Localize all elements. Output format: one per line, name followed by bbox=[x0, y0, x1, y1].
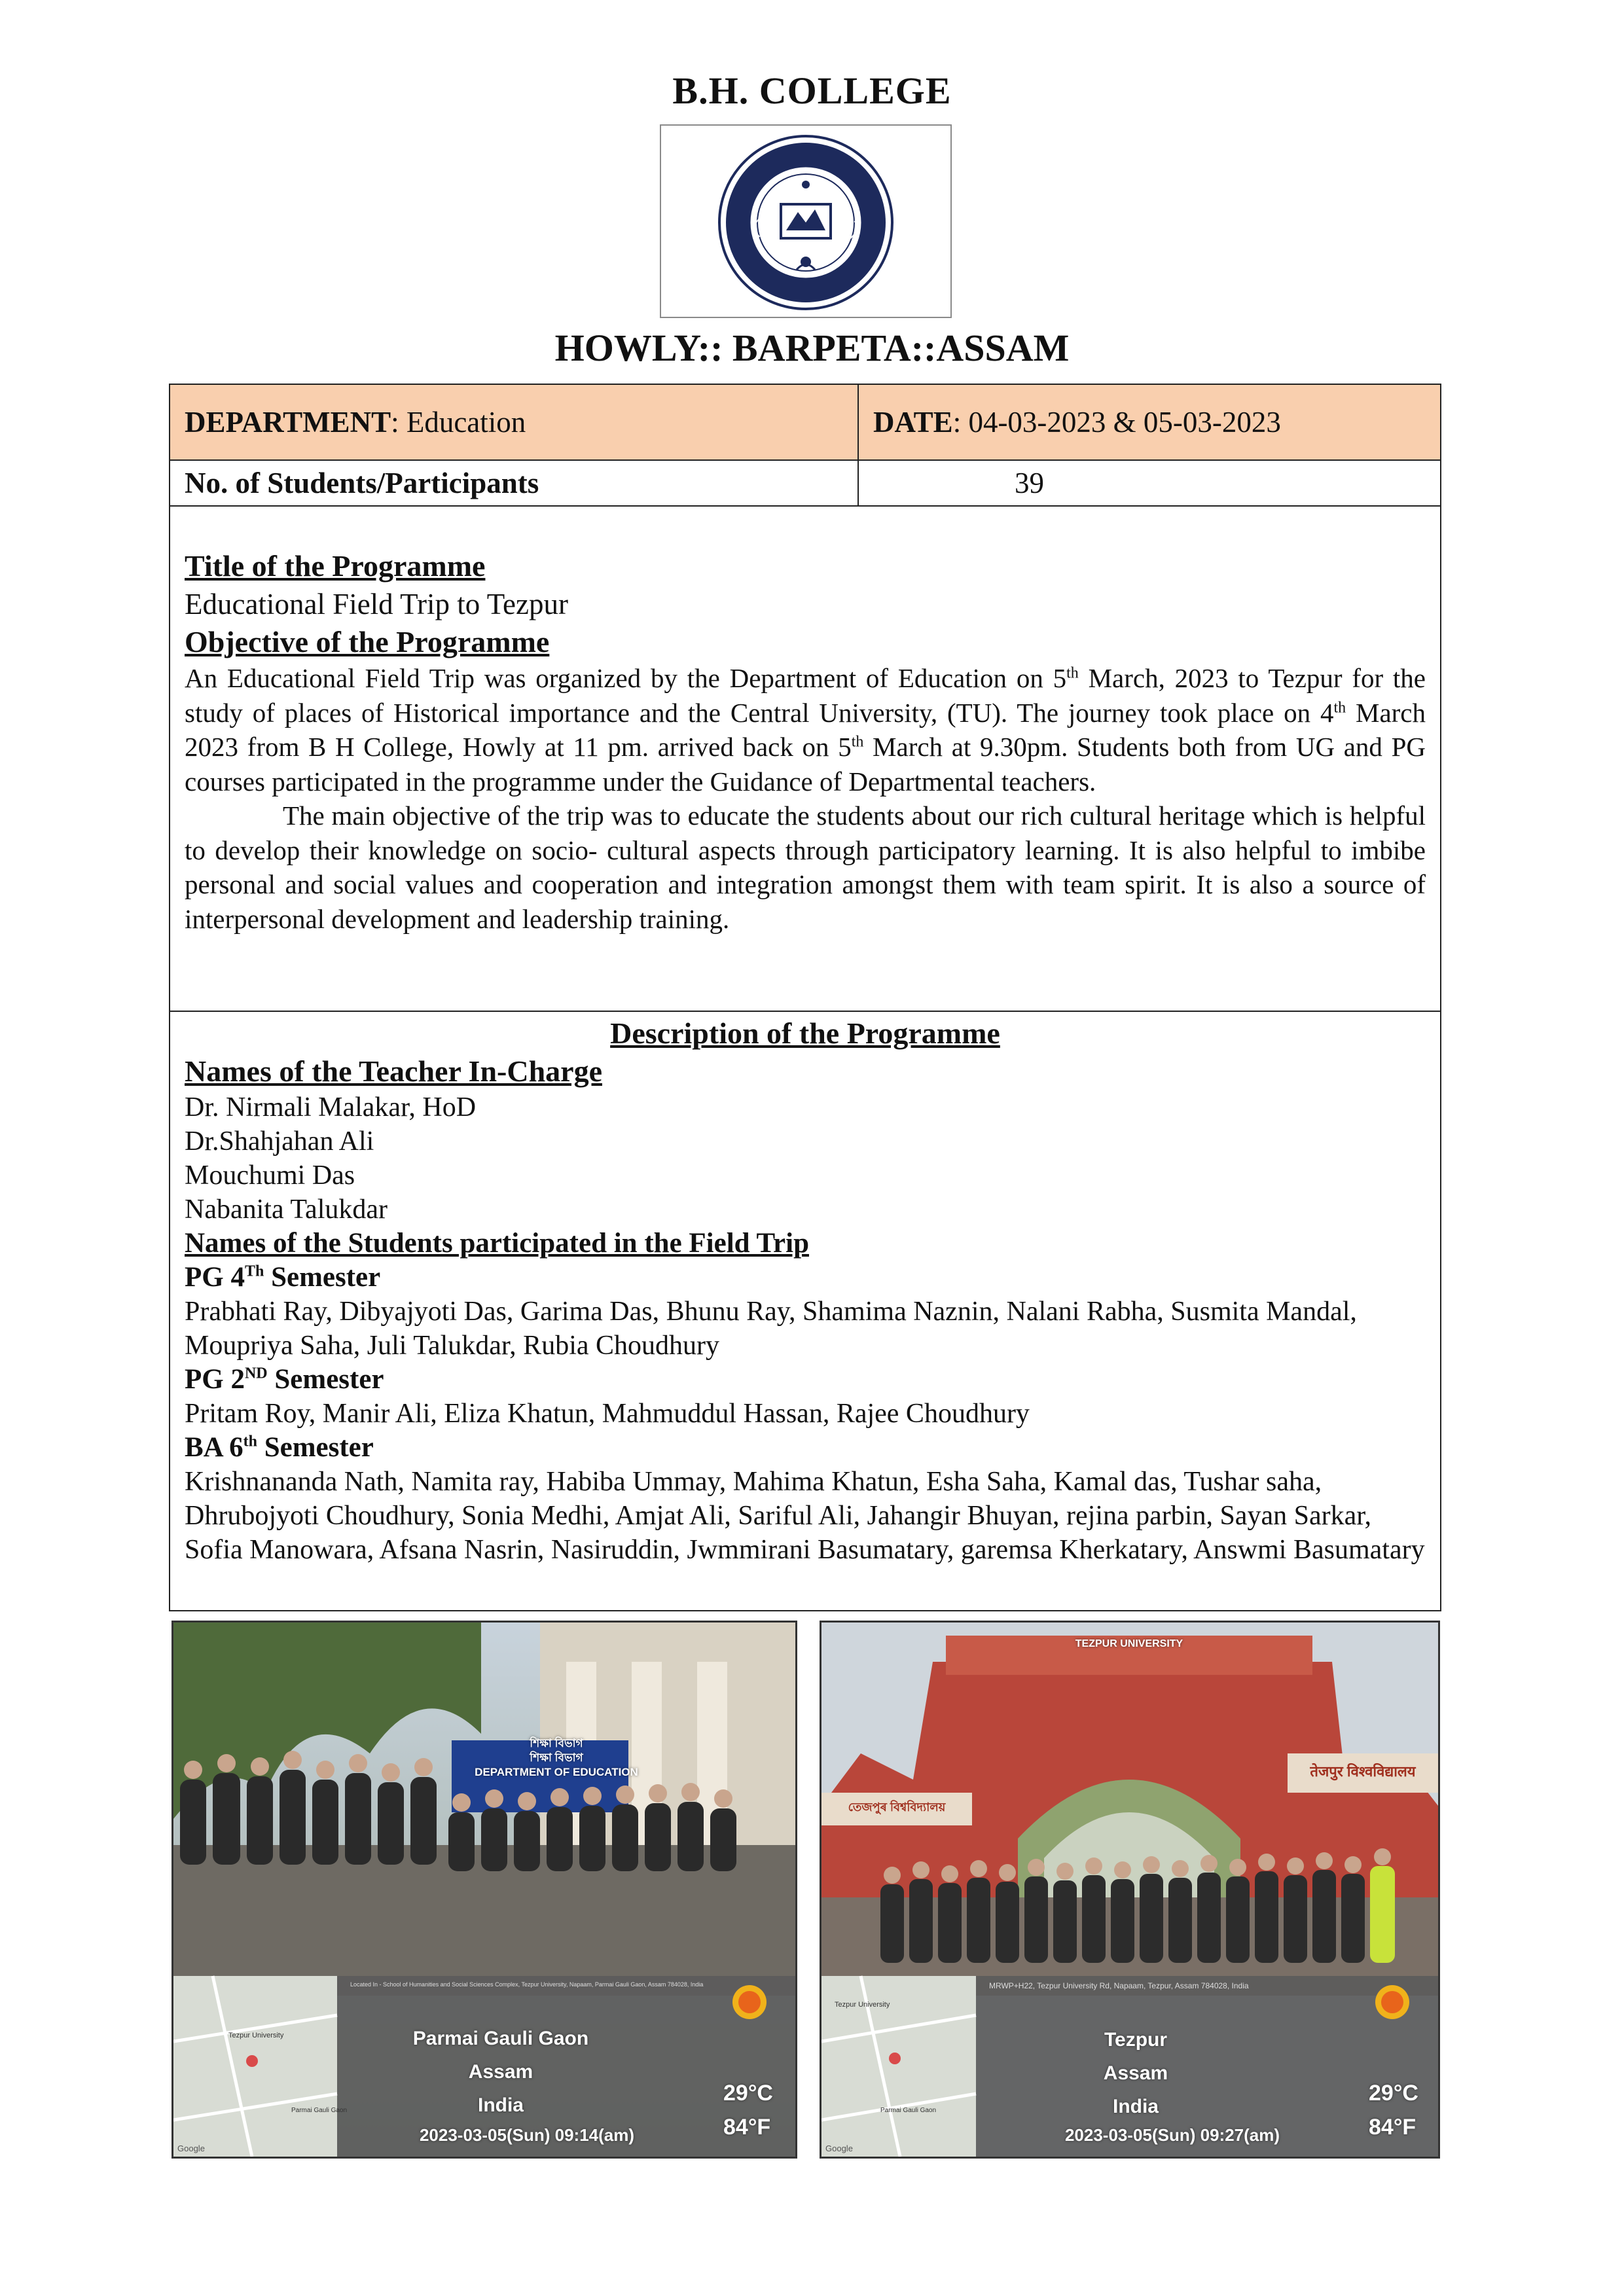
date-cell: DATE: 04-03-2023 & 05-03-2023 bbox=[858, 384, 1441, 460]
field-trip-photo-education-dept bbox=[171, 1621, 797, 2159]
photo-location: Tezpur Assam India bbox=[1103, 2029, 1168, 2117]
teacher-name: Dr. Nirmali Malakar, HoD bbox=[185, 1092, 477, 1122]
semester-heading: BA 6th Semester bbox=[185, 1432, 374, 1463]
title-heading: Title of the Programme bbox=[185, 549, 486, 583]
students-count-label: No. of Students/Participants bbox=[170, 460, 858, 506]
temperature-fahrenheit: 84°F bbox=[1369, 2115, 1416, 2140]
google-logo: Google bbox=[177, 2144, 205, 2153]
map-label: Parmai Gauli Gaon bbox=[880, 2107, 937, 2114]
photo-timestamp: 2023-03-05(Sun) 09:27(am) bbox=[1064, 2125, 1280, 2145]
teacher-heading: Names of the Teacher In-Charge bbox=[185, 1054, 602, 1088]
teacher-name: Dr.Shahjahan Ali bbox=[185, 1126, 374, 1157]
temperature-celsius: 29°C bbox=[723, 2081, 773, 2106]
programme-info-table bbox=[169, 384, 1441, 507]
students-count-value: 39 bbox=[858, 460, 1441, 506]
objective-paragraph-2: The main objective of the trip was to educate the students about our rich cultural heritage which is helpful to develop their knowledge on socio- cultural aspects through participatory learning. It is also helpful to imbibe personal and social values and cooperation and integration amongst them with team spirit. It is also a source of interpersonal development and leadership training. bbox=[185, 800, 1426, 934]
college-seal-icon bbox=[717, 135, 895, 310]
temperature-fahrenheit: 84°F bbox=[723, 2115, 771, 2140]
semester-heading: PG 2ND Semester bbox=[185, 1364, 384, 1395]
photo-address: Located In - School of Humanities and Social Sciences Complex, Tezpur University, Napaam, Parmai Gauli Gaon, Assam 784028, India bbox=[350, 1981, 704, 1988]
objective-heading: Objective of the Programme bbox=[185, 625, 550, 658]
college-logo-frame bbox=[660, 124, 952, 318]
sign-text: শিক্ষা বিভাগ শিক্ষা বিভাগ DEPARTMENT OF EDUCATION bbox=[475, 1737, 638, 1778]
map-label: Parmai Gauli Gaon bbox=[291, 2107, 348, 2114]
photo-address: MRWP+H22, Tezpur University Rd, Napaam, Tezpur, Assam 784028, India bbox=[989, 1981, 1249, 1990]
map-label: Tezpur University bbox=[228, 2032, 284, 2039]
photo-timestamp: 2023-03-05(Sun) 09:14(am) bbox=[419, 2125, 635, 2145]
google-logo: Google bbox=[825, 2144, 853, 2153]
objective-paragraph-1: An Educational Field Trip was organized by the Department of Education on 5th March, 2023 to Tezpur for the study of places of Historical importance and the Central University, (TU). The journey took place on 4th March 2023 from B H College, Howly at 11 pm. arrived back on 5th March at 9.30pm. Students both from UG and PG courses participated in the programme under the Guidance of Departmental teachers. bbox=[185, 663, 1426, 797]
arch-left-text: তেজপুৰ বিশ্ববিদ্যালয় bbox=[848, 1801, 946, 1814]
student-names: Prabhati Ray, Dibyajyoti Das, Garima Das, Bhunu Ray, Shamima Naznin, Nalani Rabha, Susmita Mandal, Moupriya Saha, Juli Talukdar, Rubia Choudhury bbox=[185, 1297, 1357, 1361]
objective-section bbox=[169, 507, 1441, 1012]
description-section bbox=[169, 1012, 1441, 1611]
map-label: Tezpur University bbox=[835, 2001, 890, 2009]
student-names: Pritam Roy, Manir Ali, Eliza Khatun, Mahmuddul Hassan, Rajee Choudhury bbox=[185, 1399, 1030, 1429]
photo-location: Parmai Gauli Gaon Assam India bbox=[412, 2028, 589, 2116]
description-heading: Description of the Programme bbox=[610, 1016, 1000, 1050]
programme-title: Educational Field Trip to Tezpur bbox=[185, 588, 568, 620]
temperature-celsius: 29°C bbox=[1369, 2081, 1418, 2106]
teacher-name: Mouchumi Das bbox=[185, 1160, 355, 1191]
department-cell: DEPARTMENT: Education bbox=[170, 384, 858, 460]
college-location: HOWLY:: BARPETA::ASSAM bbox=[554, 327, 1070, 369]
field-trip-photo-university-gate bbox=[820, 1621, 1440, 2159]
semester-heading: PG 4Th Semester bbox=[185, 1262, 381, 1293]
student-names: Krishnananda Nath, Namita ray, Habiba Ummay, Mahima Khatun, Esha Saha, Kamal das, Tushar saha, Dhrubojyoti Choudhury, Sonia Medhi, Amjat Ali, Sariful Ali, Jahangir Bhuyan, rejina parbin, Sayan Sarkar, Sofia Manowara, Afsana Nasrin, Nasiruddin, Jwmmirani Basumatary, garemsa Kherkatary, Answmi Basumatary bbox=[185, 1467, 1425, 1565]
arch-right-text: तेजपुर विश्वविद्यालय bbox=[1310, 1763, 1416, 1780]
arch-top-text: TEZPUR UNIVERSITY bbox=[1075, 1638, 1183, 1649]
students-heading: Names of the Students participated in the Field Trip bbox=[185, 1228, 809, 1259]
teacher-name: Nabanita Talukdar bbox=[185, 1194, 388, 1225]
college-title: B.H. COLLEGE bbox=[672, 69, 952, 112]
